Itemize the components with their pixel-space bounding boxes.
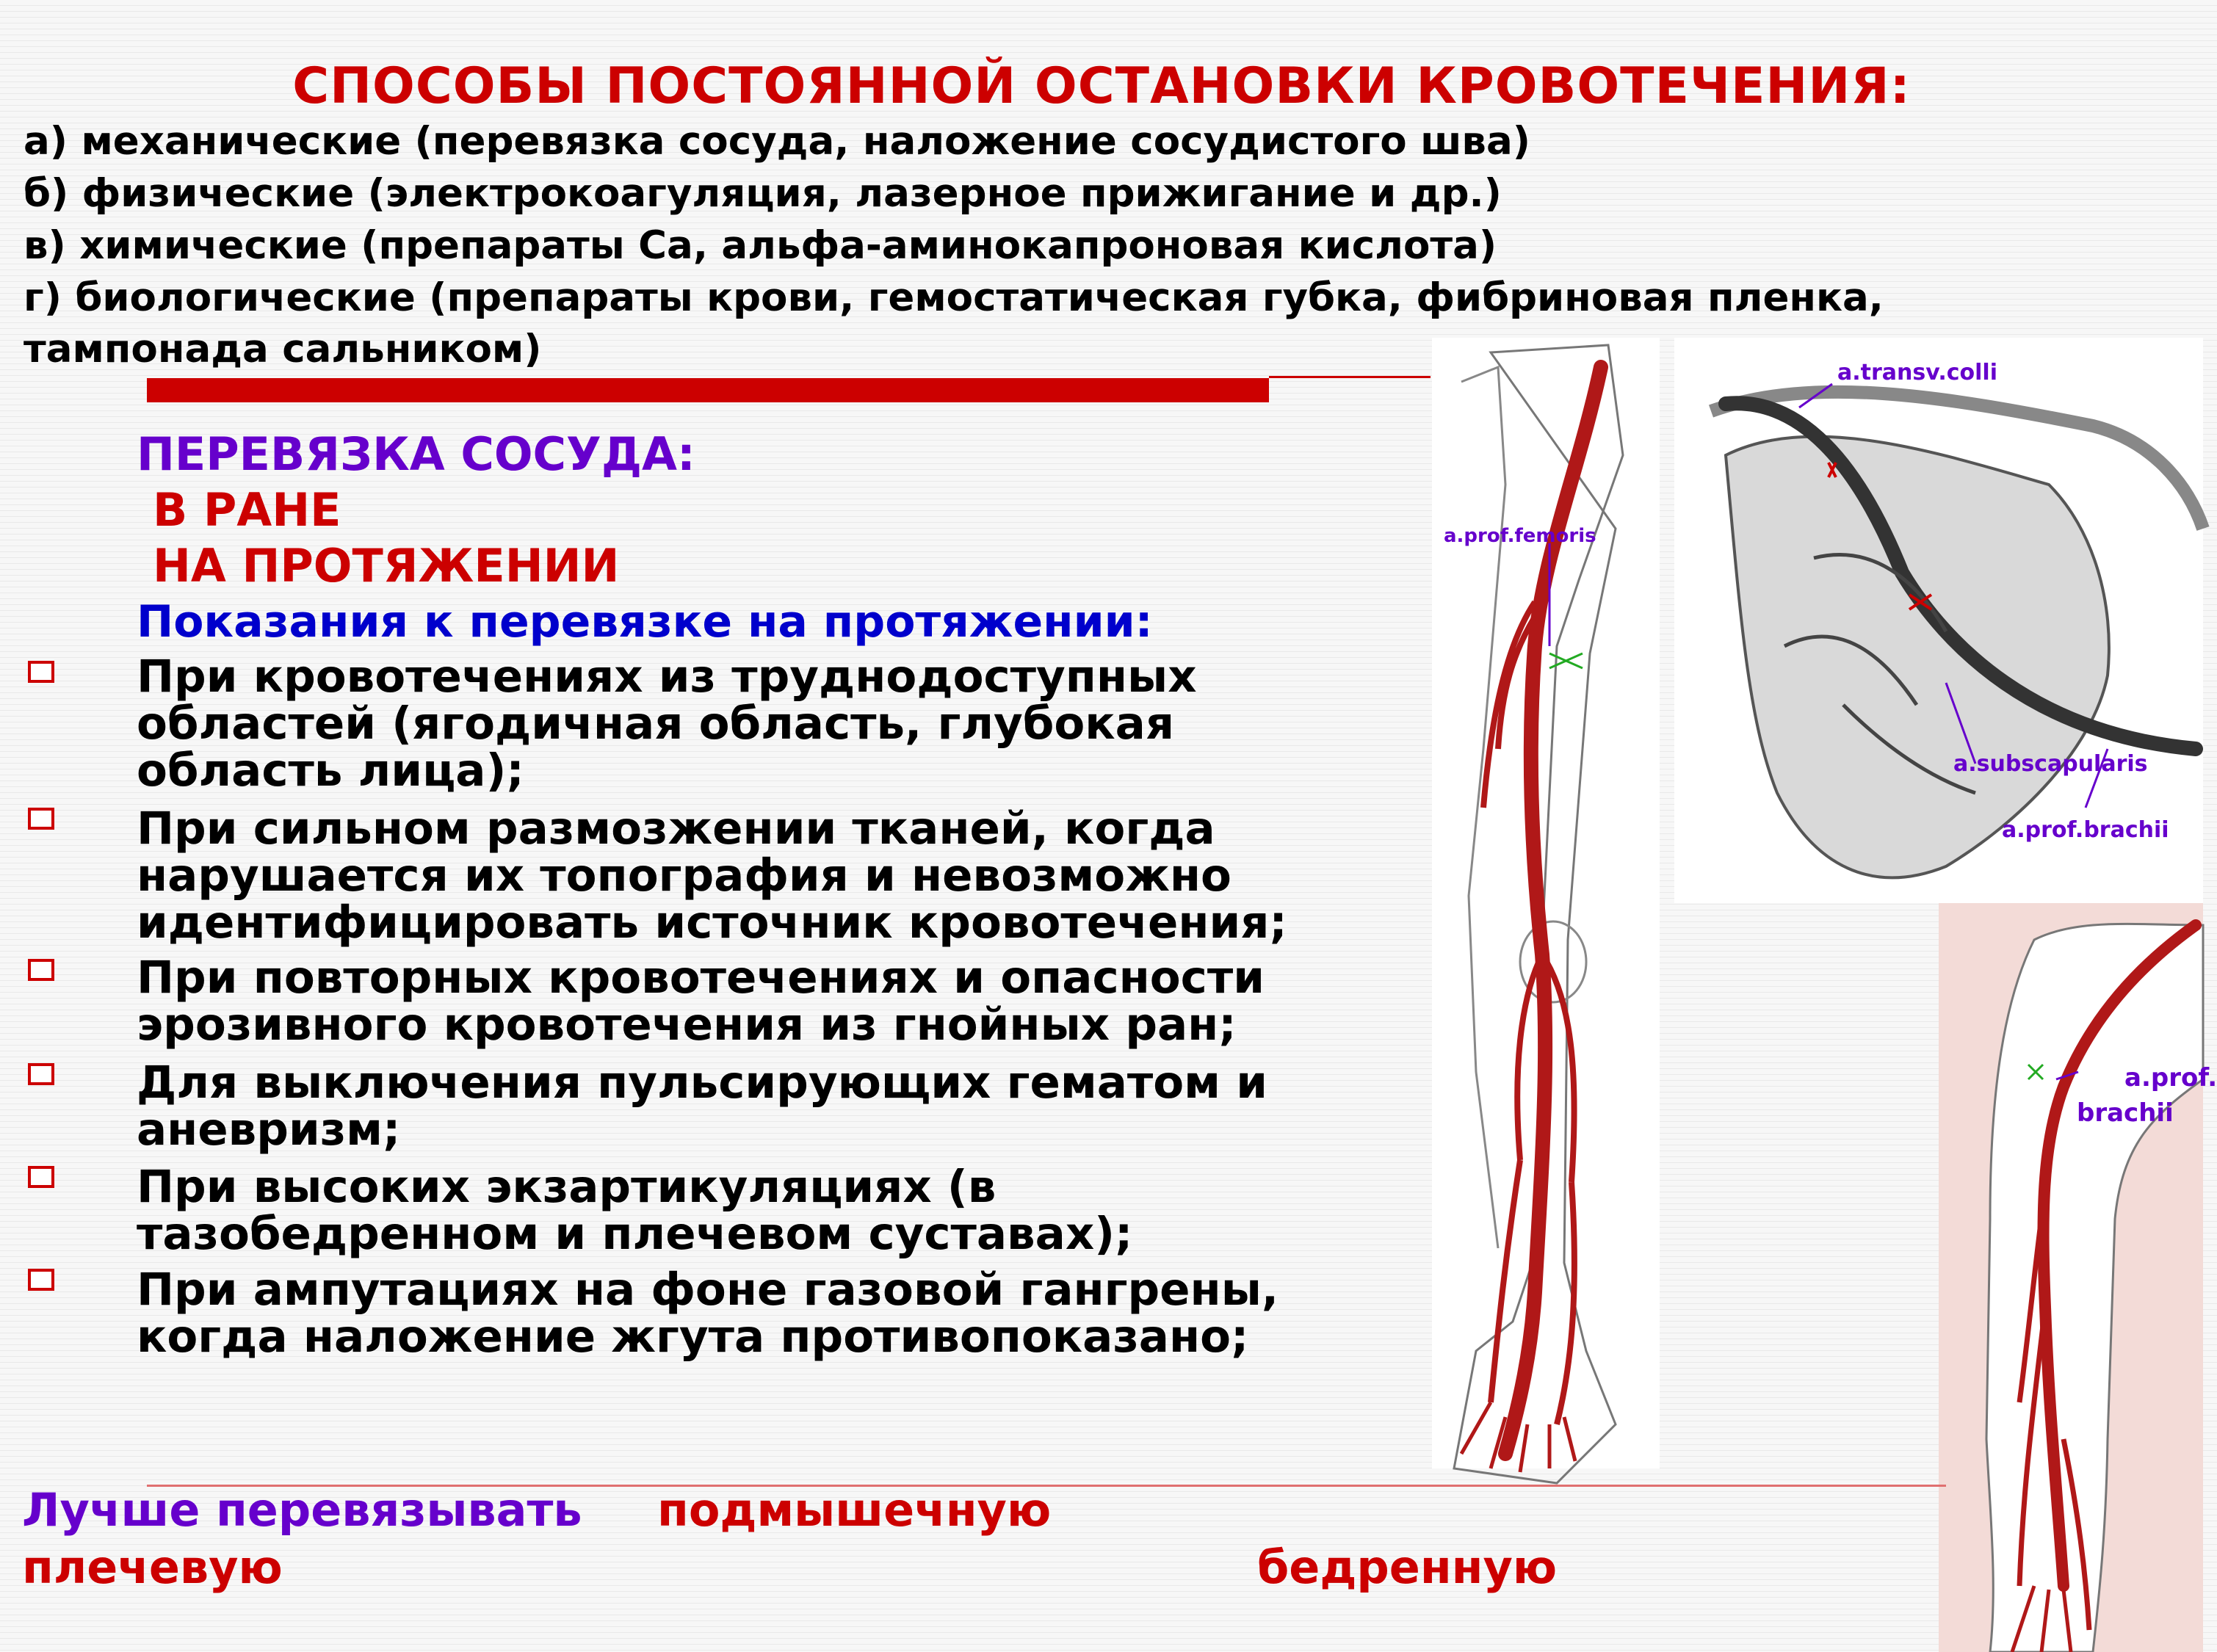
ligation-along: НА ПРОТЯЖЕНИИ (153, 539, 620, 593)
label-prof-brachii: a.prof.brachii (2002, 817, 2169, 843)
label-prof-femoris: a.prof.femoris (1444, 525, 1596, 547)
indications-title: Показания к перевязке на протяжении: (137, 596, 1153, 648)
red-divider-bar (147, 378, 1269, 402)
method-biological-cont: тампонада сальником) (23, 327, 542, 372)
label-transv-colli: a.transv.colli (1837, 360, 1997, 385)
indication-2: При сильном размозжении тканей, когда нарушается их топография и невозможно идентифицировать источник кровотечения; (137, 803, 1287, 949)
red-divider-line (1269, 376, 1431, 378)
leg-arteries-figure (1432, 338, 1660, 1483)
ligation-heading: ПЕРЕВЯЗКА СОСУДА: (137, 427, 695, 481)
method-biological: г) биологические (препараты крови, гемостатическая губка, фибриновая пленка, (23, 275, 1884, 320)
bullet-box (28, 661, 54, 683)
ligation-in-wound: В РАНЕ (153, 483, 341, 537)
bottom-femoral: бедренную (1257, 1540, 1558, 1594)
indication-6: При ампутациях на фоне газовой гангрены, когда наложение жгута противопоказано; (137, 1264, 1279, 1363)
method-chemical: в) химические (препараты Са, альфа-аминокапроновая кислота) (23, 223, 1497, 268)
bullet-box (28, 808, 54, 830)
method-mechanical: а) механические (перевязка сосуда, наложение сосудистого шва) (23, 119, 1530, 164)
bullet-box (28, 1166, 54, 1188)
bullet-box (28, 1063, 54, 1085)
slide-title: СПОСОБЫ ПОСТОЯННОЙ ОСТАНОВКИ КРОВОТЕЧЕНИЯ: (292, 57, 1911, 115)
label-subscapularis: a.subscapularis (1953, 751, 2148, 777)
indication-3: При повторных кровотечениях и опасности эрозивного кровотечения из гнойных ран; (137, 952, 1265, 1051)
indication-1: При кровотечениях из труднодоступных областей (ягодичная область, глубокая область лица); (137, 651, 1197, 797)
indication-5: При высоких экзартикуляциях (в тазобедренном и плечевом суставах); (137, 1161, 1133, 1260)
bottom-better-ligate: Лучше перевязывать (22, 1483, 582, 1537)
label-prof-brachii-arm-2: brachii (2077, 1098, 2174, 1128)
method-physical: б) физические (электрокоагуляция, лазерное прижигание и др.) (23, 171, 1502, 216)
indication-4: Для выключения пульсирующих гематом и аневризм; (137, 1057, 1268, 1156)
bottom-brachial: плечевую (22, 1540, 283, 1594)
bottom-axillary: подмышечную (657, 1483, 1052, 1537)
arm-arteries-figure (1939, 903, 2203, 1652)
bullet-box (28, 959, 54, 981)
bullet-box (28, 1269, 54, 1291)
label-prof-brachii-arm-1: a.prof. (2124, 1063, 2217, 1093)
